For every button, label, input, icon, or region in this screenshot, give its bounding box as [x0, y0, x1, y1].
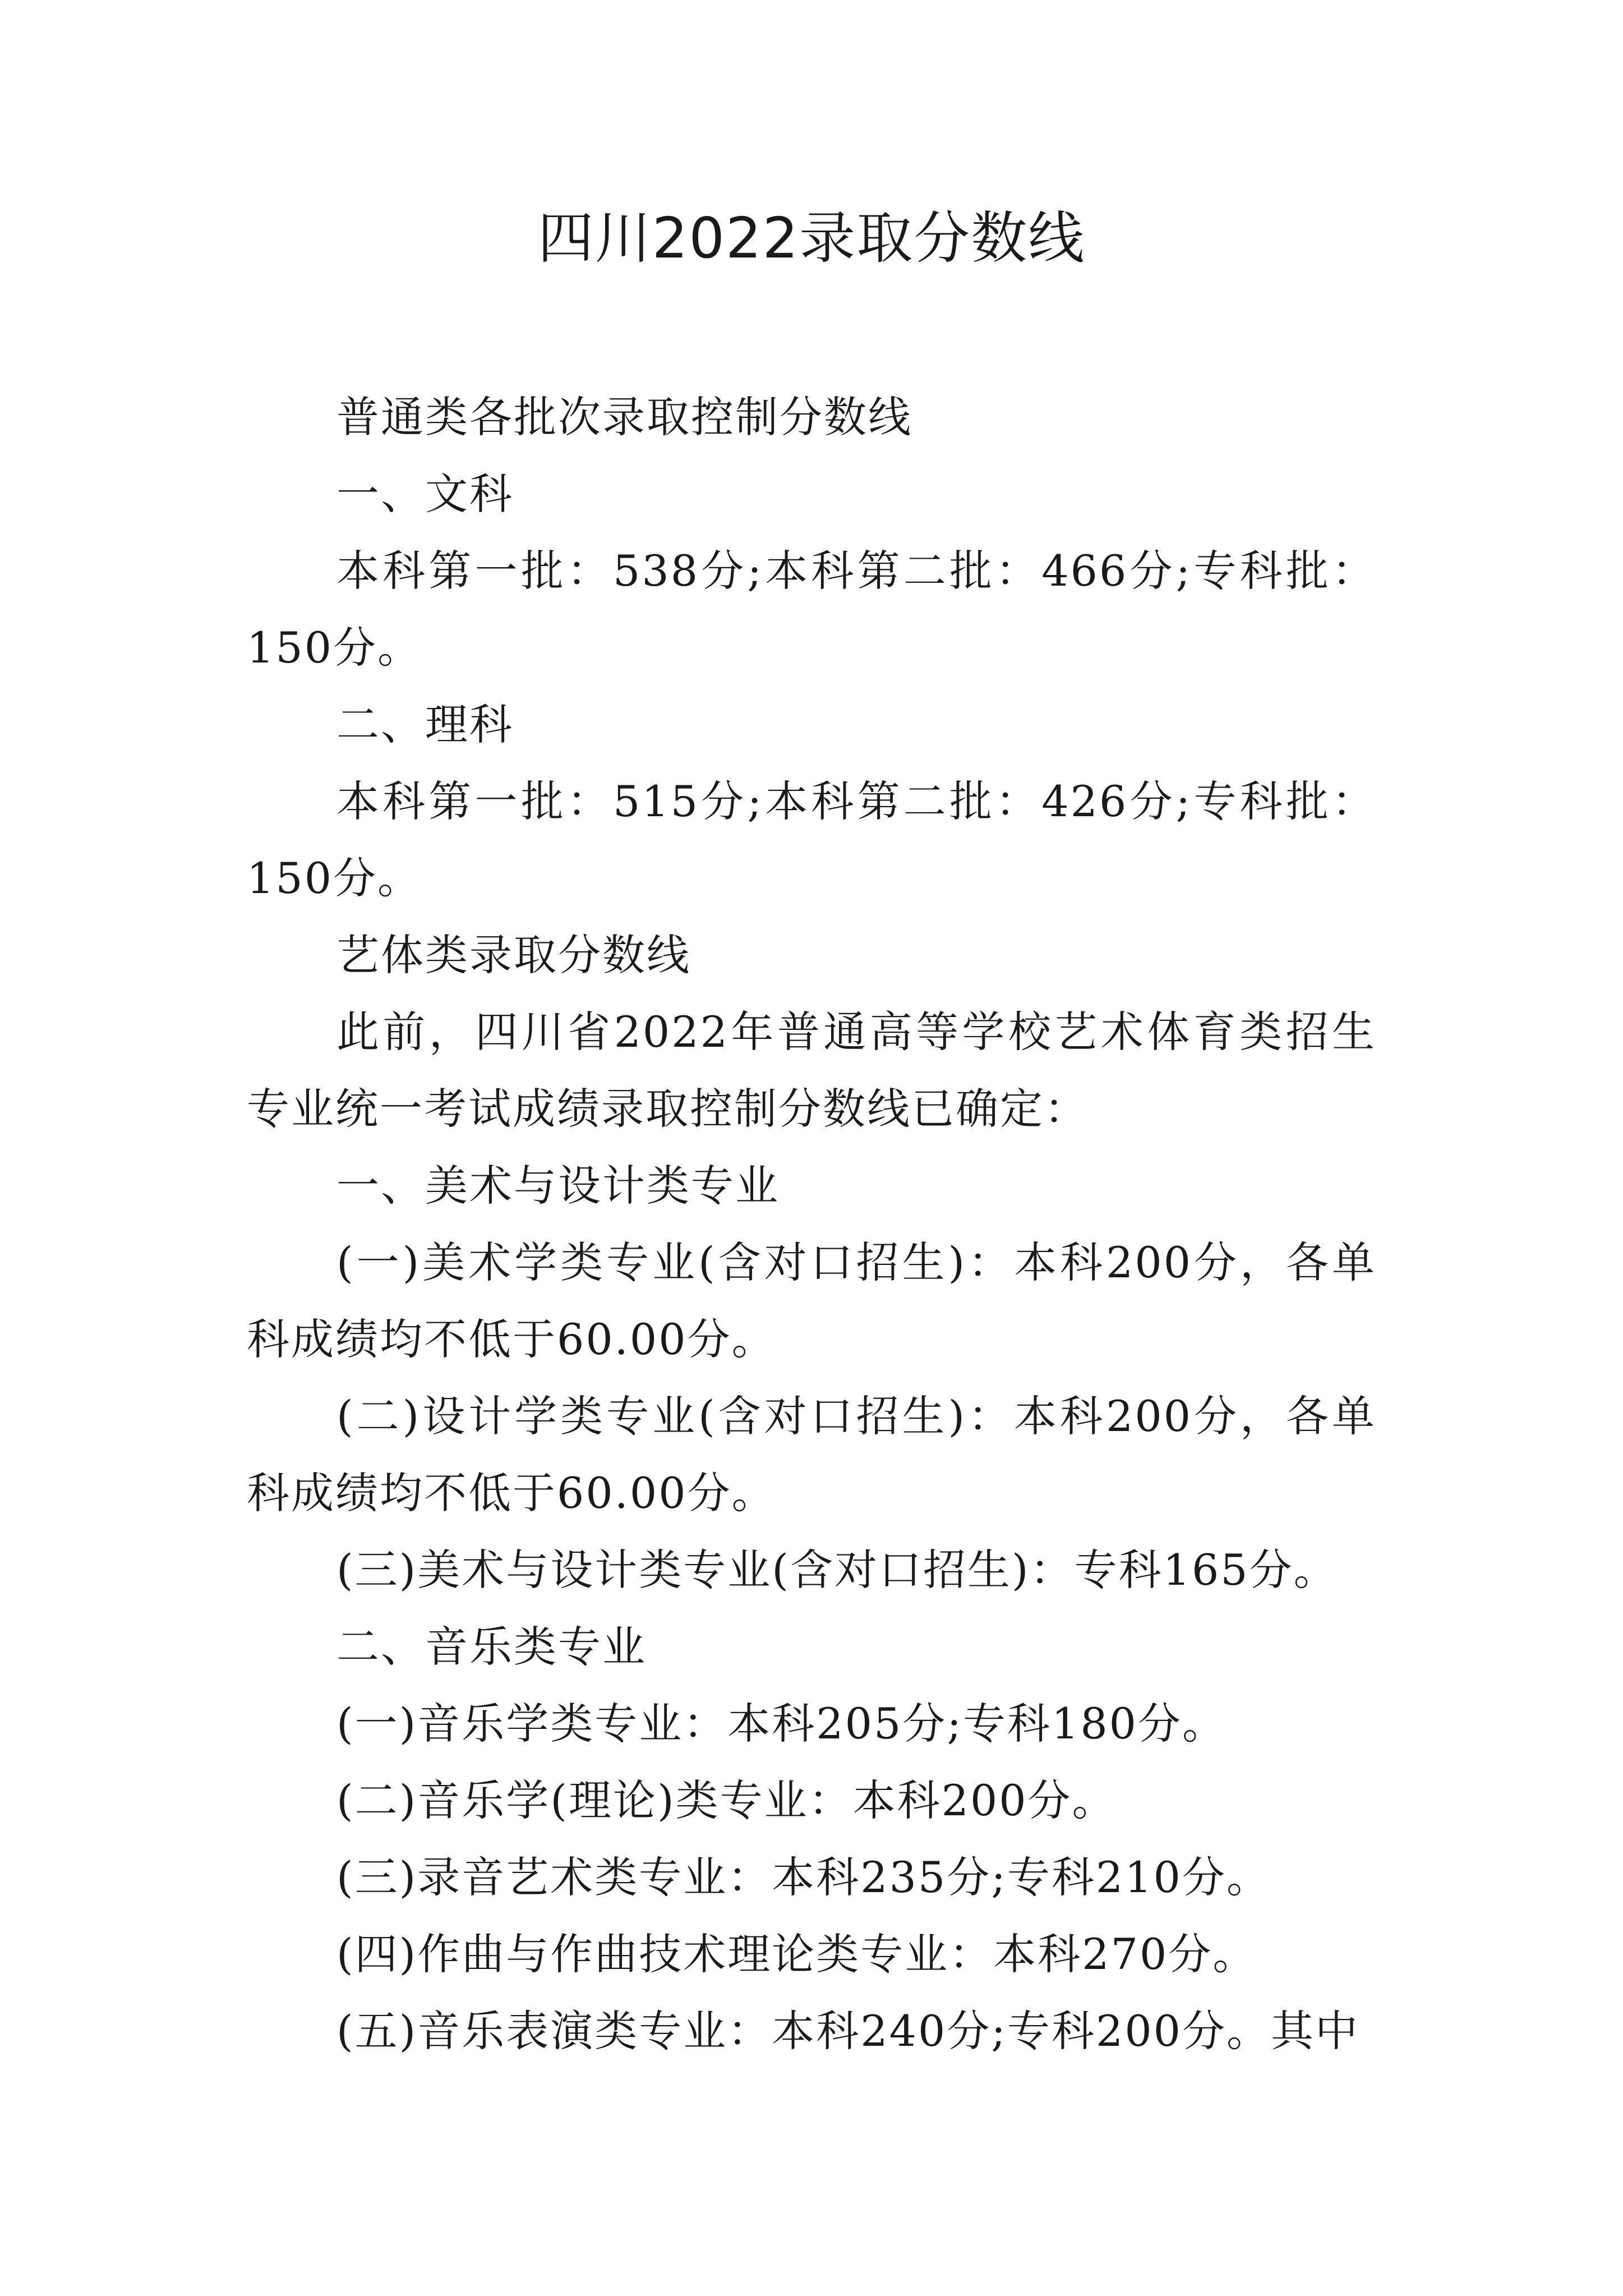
paragraph-music-item-5: (五)音乐表演类专业：本科240分;专科200分。其中: [336, 2006, 1360, 2056]
paragraph-fine-arts-heading: 一、美术与设计类专业: [336, 1161, 780, 1211]
paragraph-fine-arts-item-1: (一)美术学类专业(含对口招生)：本科200分，各单科成绩均不低于60.00分。: [247, 1237, 1376, 1364]
paragraph-music-item-1: (一)音乐学类专业：本科205分;专科180分。: [336, 1699, 1227, 1749]
paragraph-music-item-2: (二)音乐学(理论)类专业：本科200分。: [336, 1775, 1117, 1825]
paragraph-arts-sports-intro: 此前，四川省2022年普通高等学校艺术体育类招生专业统一考试成绩录取控制分数线已确定：: [247, 1007, 1376, 1134]
paragraph-fine-arts-item-2: (二)设计学类专业(含对口招生)：本科200分，各单科成绩均不低于60.00分。: [247, 1391, 1376, 1518]
paragraph-music-item-3: (三)录音艺术类专业：本科235分;专科210分。: [336, 1852, 1271, 1902]
paragraph-liberal-arts-heading: 一、文科: [336, 469, 514, 519]
paragraph-general-heading: 普通类各批次录取控制分数线: [336, 392, 912, 442]
paragraph-fine-arts-item-3: (三)美术与设计类专业(含对口招生)：专科165分。: [336, 1545, 1338, 1595]
paragraph-music-heading: 二、音乐类专业: [336, 1622, 647, 1672]
document-title: 四川2022录取分数线: [537, 205, 1086, 271]
document-body: [247, 379, 1376, 2069]
paragraph-liberal-arts-scores: 本科第一批：538分;本科第二批：466分;专科批：150分。: [247, 546, 1376, 673]
paragraph-science-heading: 二、理科: [336, 700, 514, 749]
paragraph-science-scores: 本科第一批：515分;本科第二批：426分;专科批：150分。: [247, 776, 1376, 903]
paragraph-music-item-4: (四)作曲与作曲技术理论类专业：本科270分。: [336, 1929, 1257, 1979]
paragraph-arts-sports-heading: 艺体类录取分数线: [336, 930, 691, 980]
